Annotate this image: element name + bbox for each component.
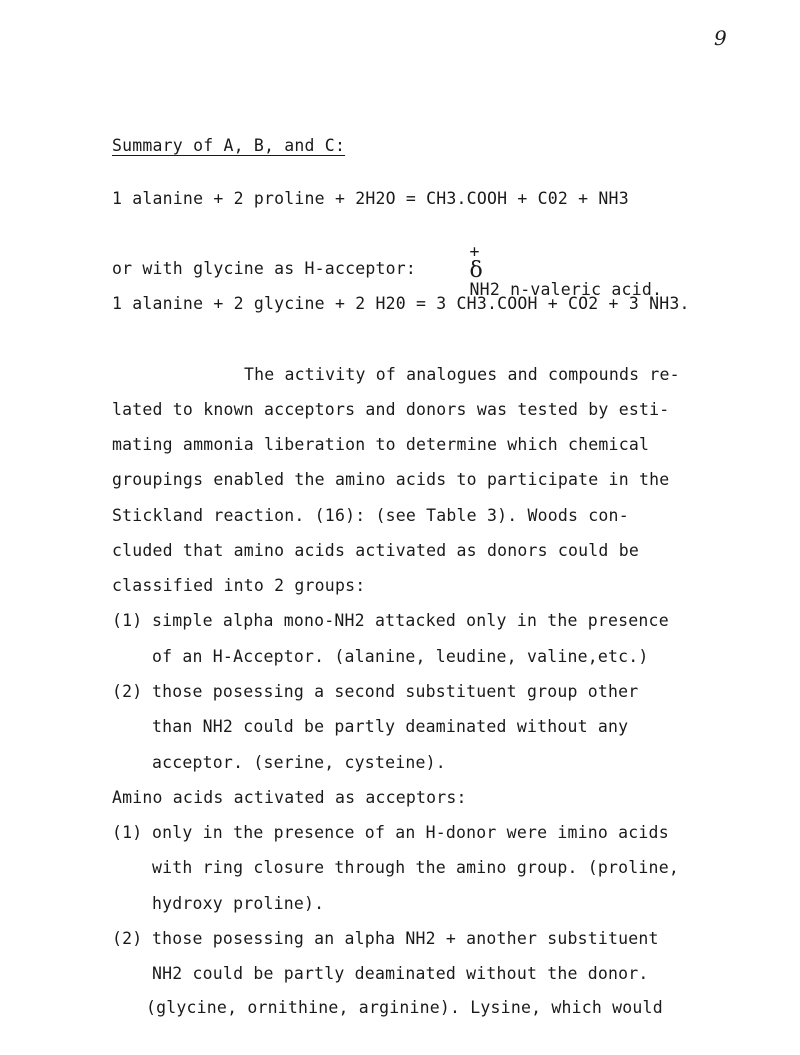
paragraph-line-2: lated to known acceptors and donors was tested by esti-	[112, 400, 670, 419]
glycine-acceptor-line: or with glycine as H-acceptor:	[112, 259, 417, 278]
equation-1-product: NH2 n-valeric acid.	[469, 280, 663, 299]
summary-heading: Summary of A, B, and C:	[112, 136, 346, 155]
donor-item-2-line-2: than NH2 could be partly deaminated without any	[152, 717, 629, 736]
paragraph-line-3: mating ammonia liberation to determine which chemical	[112, 435, 650, 454]
page-number: 9	[714, 26, 727, 50]
equation-1-plus: +	[469, 241, 480, 261]
paragraph-line-7: classified into 2 groups:	[112, 576, 366, 595]
acceptor-item-1-line-1: only in the presence of an H-donor were imino acids	[152, 823, 669, 842]
acceptor-item-2-line-3: (glycine, ornithine, arginine). Lysine, which would	[146, 998, 663, 1017]
acceptor-item-2-line-1: those posessing an alpha NH2 + another substituent	[152, 929, 659, 948]
donor-item-2-line-3: acceptor. (serine, cysteine).	[152, 753, 446, 772]
acceptor-item-1-number: (1)	[112, 823, 143, 842]
acceptor-item-1-line-2: with ring closure through the amino group. (proline,	[152, 858, 679, 877]
paragraph-line-4: groupings enabled the amino acids to participate in the	[112, 470, 670, 489]
acceptor-item-2-number: (2)	[112, 929, 143, 948]
paragraph-line-1: The activity of analogues and compounds re-	[244, 365, 680, 384]
donor-item-1-line-1: simple alpha mono-NH2 attacked only in the presence	[152, 611, 669, 630]
acceptor-heading: Amino acids activated as acceptors:	[112, 788, 467, 807]
donor-item-2-line-1: those posessing a second substituent group other	[152, 682, 639, 701]
acceptor-item-2-line-2: NH2 could be partly deaminated without the donor.	[152, 964, 649, 983]
donor-item-2-number: (2)	[112, 682, 143, 701]
delta-symbol: δ	[469, 258, 483, 283]
acceptor-item-1-line-3: hydroxy proline).	[152, 894, 325, 913]
donor-item-1-line-2: of an H-Acceptor. (alanine, leudine, valine,etc.)	[152, 647, 649, 666]
paragraph-line-5: Stickland reaction. (16): (see Table 3). Woods con-	[112, 506, 629, 525]
paragraph-line-6: cluded that amino acids activated as donors could be	[112, 541, 639, 560]
donor-item-1-number: (1)	[112, 611, 143, 630]
equation-2: 1 alanine + 2 glycine + 2 H20 = 3 CH3.COOH + CO2 + 3 NH3.	[112, 294, 690, 313]
equation-1-line-1: 1 alanine + 2 proline + 2H2O = CH3.COOH + C02 + NH3	[112, 189, 629, 208]
